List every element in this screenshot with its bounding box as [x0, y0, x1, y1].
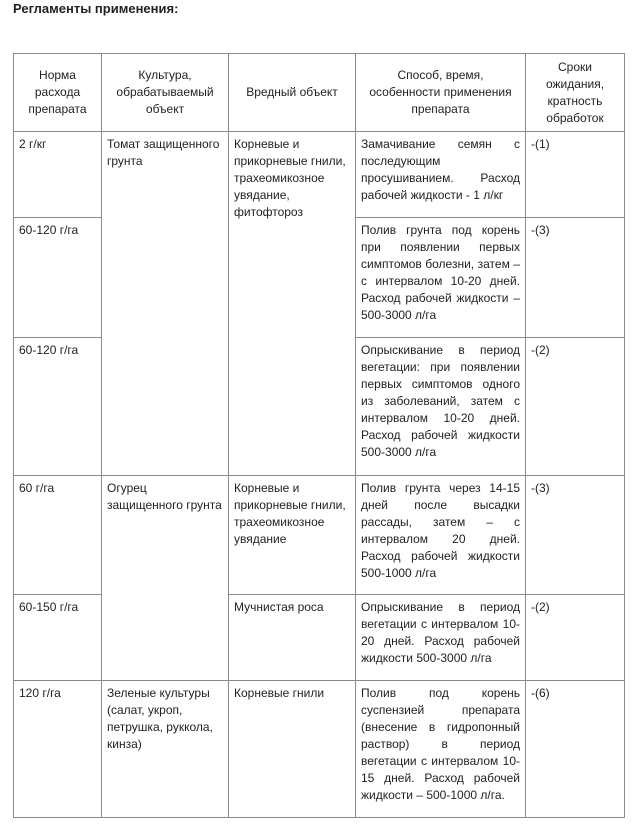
cell-terms: -(3): [526, 476, 625, 595]
table-row: [14, 132, 625, 218]
cell-culture: Томат защищенного грунта: [102, 132, 229, 476]
cell-terms: -(6): [526, 681, 625, 818]
cell-method: Опрыскивание в период вегетации с интервалом 10-20 дней. Расход рабочей жидкости 500-3000 л/га: [356, 595, 526, 681]
cell-norm: 60-120 г/га: [14, 338, 102, 476]
cell-pest: Корневые гнили: [229, 681, 356, 818]
header-method: Способ, время, особенности применения препарата: [356, 54, 526, 132]
cell-method: Замачивание семян с последующим просушиванием. Расход рабочей жидкости - 1 л/кг: [356, 132, 526, 218]
cell-method: Полив под корень суспензией препарата (внесение в гидропонный раствор) в период вегетации с интервалом 10-15 дней. Расход рабочей жидкости – 500-1000 л/га.: [356, 681, 526, 818]
cell-method: Полив грунта через 14-15 дней после высадки рассады, затем – с интервалом 20 дней. Расход рабочей жидкости 500-1000 л/га: [356, 476, 526, 595]
cell-method: Полив грунта под корень при появлении первых симптомов болезни, затем – с интервалом 10-20 дней. Расход рабочей жидкости – 500-3000 л/га: [356, 218, 526, 338]
cell-norm: 60-150 г/га: [14, 595, 102, 681]
cell-terms: -(1): [526, 132, 625, 218]
cell-terms: -(3): [526, 218, 625, 338]
header-terms: Сроки ожидания, кратность обработок: [526, 54, 625, 132]
cell-terms: -(2): [526, 595, 625, 681]
header-pest: Вредный объект: [229, 54, 356, 132]
cell-norm: 60 г/га: [14, 476, 102, 595]
cell-culture: Зеленые культуры (салат, укроп, петрушка, руккола, кинза): [102, 681, 229, 818]
header-norm: Норма расхода препарата: [14, 54, 102, 132]
cell-culture: Огурец защищенного грунта: [102, 476, 229, 681]
header-culture: Культура, обрабатываемый объект: [102, 54, 229, 132]
table-row: [14, 681, 625, 818]
section-heading: Регламенты применения:: [13, 1, 179, 16]
cell-norm: 120 г/га: [14, 681, 102, 818]
cell-norm: 2 г/кг: [14, 132, 102, 218]
application-regulations-table: [13, 53, 625, 818]
table-row: [14, 476, 625, 595]
cell-method: Опрыскивание в период вегетации: при появлении первых симптомов одного из заболеваний, затем с интервалом 10-20 дней. Расход рабочей жидкости 500-3000 л/га: [356, 338, 526, 476]
cell-terms: -(2): [526, 338, 625, 476]
table-header-row: [14, 54, 625, 132]
cell-pest: Корневые и прикорневые гнили, трахеомикозное увядание, фитофтороз: [229, 132, 356, 476]
cell-norm: 60-120 г/га: [14, 218, 102, 338]
cell-pest: Корневые и прикорневые гнили, трахеомикозное увядание: [229, 476, 356, 595]
cell-pest: Мучнистая роса: [229, 595, 356, 681]
